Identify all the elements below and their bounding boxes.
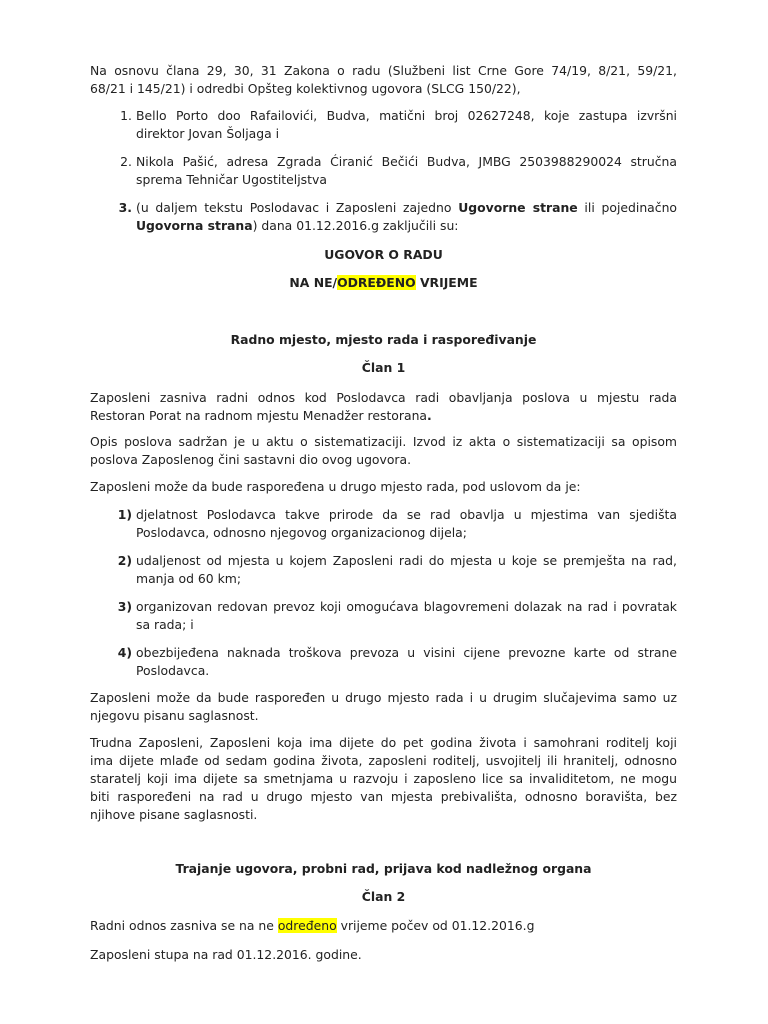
article-2-paragraph-1: Radni odnos zasniva se na ne određeno vrijeme počev od 01.12.2016.g xyxy=(90,918,535,933)
highlighted-term-2: određeno xyxy=(277,918,337,933)
condition-item-1: 1) djelatnost Poslodavca takve prirode da se rad obavlja u mjestima van sjedišta Poslodavca, odnosno njegovog organizacionog dijela; xyxy=(90,506,677,542)
contracting-party-term: Ugovorna strana xyxy=(136,218,253,233)
section-1-heading: Radno mjesto, mjesto rada i raspoređivanje xyxy=(230,332,537,347)
party-item-2 xyxy=(90,153,677,189)
article-1-paragraph-5: Trudna Zaposleni, Zaposleni koja ima dijete do pet godina života i samohrani roditelj koji ima dijete mlađe od sedam godina života, zaposleni roditelj, usvojitelj ili hranitelj, odnosno staratelj koji ima dijete sa smetnjama u razvoju i zaposleno lice sa invaliditetom, ne mogu biti raspoređeni na rad u drugo mjesto van mjesta prebivališta, odnosno boravišta, bez njihove pisane saglasnosti. xyxy=(90,735,677,822)
section-2-heading: Trajanje ugovora, probni rad, prijava kod nadležnog organa xyxy=(175,861,592,876)
party-number-3: 3. xyxy=(118,200,132,215)
intro-line-2: 68/21 i 145/21) i odredbi Opšteg kolektivnog ugovora (SLCG 150/22), xyxy=(90,81,521,96)
condition-item-2: 2) udaljenost od mjesta u kojem Zaposleni radi do mjesta u koje se premješta na rad, manja od 60 km; xyxy=(90,552,677,588)
condition-number-4: 4) xyxy=(117,645,132,660)
condition-number-2: 2) xyxy=(117,553,132,568)
condition-number-1: 1) xyxy=(117,507,132,522)
party-3-line-1: (u daljem tekstu Poslodavac i Zaposleni zajedno Ugovorne strane ili pojedinačno xyxy=(136,200,678,215)
intro-paragraph xyxy=(90,62,677,98)
article-2-title: Član 2 xyxy=(361,889,406,904)
condition-item-3: 3) organizovan redovan prevoz koji omogućava blagovremeni dolazak na rad i povratak sa rada; i xyxy=(90,598,677,634)
party-item-1 xyxy=(90,107,677,143)
party-number-1: 1. xyxy=(120,108,132,123)
party-2-line-2: sprema Tehničar Ugostiteljstva xyxy=(136,172,327,187)
party-1-line-1: Bello Porto doo Rafailovići, Budva, matični broj 02627248, koje zastupa izvršni xyxy=(136,108,677,123)
article-1-paragraph-2: Opis poslova sadržan je u aktu o sistematizaciji. Izvod iz akta o sistematizaciji sa opisom poslova Zaposlenog čini sastavni dio ovog ugovora. xyxy=(90,434,677,467)
contracting-parties-term: Ugovorne strane xyxy=(458,200,578,215)
condition-number-3: 3) xyxy=(117,599,132,614)
article-1-paragraph-3: Zaposleni može da bude raspoređena u drugo mjesto rada, pod uslovom da je: xyxy=(90,479,581,494)
party-1-line-2: direktor Jovan Šoljaga i xyxy=(136,126,280,141)
party-item-3 xyxy=(90,199,677,235)
party-number-2: 2. xyxy=(120,154,132,169)
party-2-line-1: Nikola Pašić, adresa Zgrada Ćiranić Bečići Budva, JMBG 2503988290024 stručna xyxy=(136,154,677,169)
condition-item-4: 4) obezbijeđena naknada troškova prevoza u visini cijene prevozne karte od strane Poslodavca. xyxy=(90,644,677,680)
article-1-paragraph-1: Zaposleni zasniva radni odnos kod Poslodavca radi obavljanja poslova u mjestu rada Restoran Porat na radnom mjestu Menadžer restorana. xyxy=(90,390,677,423)
article-1-paragraph-4: Zaposleni može da bude raspoređen u drugo mjesto rada i u drugim slučajevima samo uz njegovu pisanu saglasnost. xyxy=(90,690,677,723)
party-3-line-2: Ugovorna strana) dana 01.12.2016.g zaključili su: xyxy=(136,218,459,233)
article-1-title: Član 1 xyxy=(361,360,406,375)
document-title: UGOVOR O RADU xyxy=(324,247,443,262)
intro-line-1: Na osnovu člana 29, 30, 31 Zakona o radu (Službeni list Crne Gore 74/19, 8/21, 59/21, xyxy=(90,63,677,78)
highlighted-term: ODREĐENO xyxy=(337,275,416,290)
document-subtitle: NA NE/ODREĐENO VRIJEME xyxy=(289,275,478,290)
article-2-paragraph-2: Zaposleni stupa na rad 01.12.2016. godine. xyxy=(90,947,362,962)
